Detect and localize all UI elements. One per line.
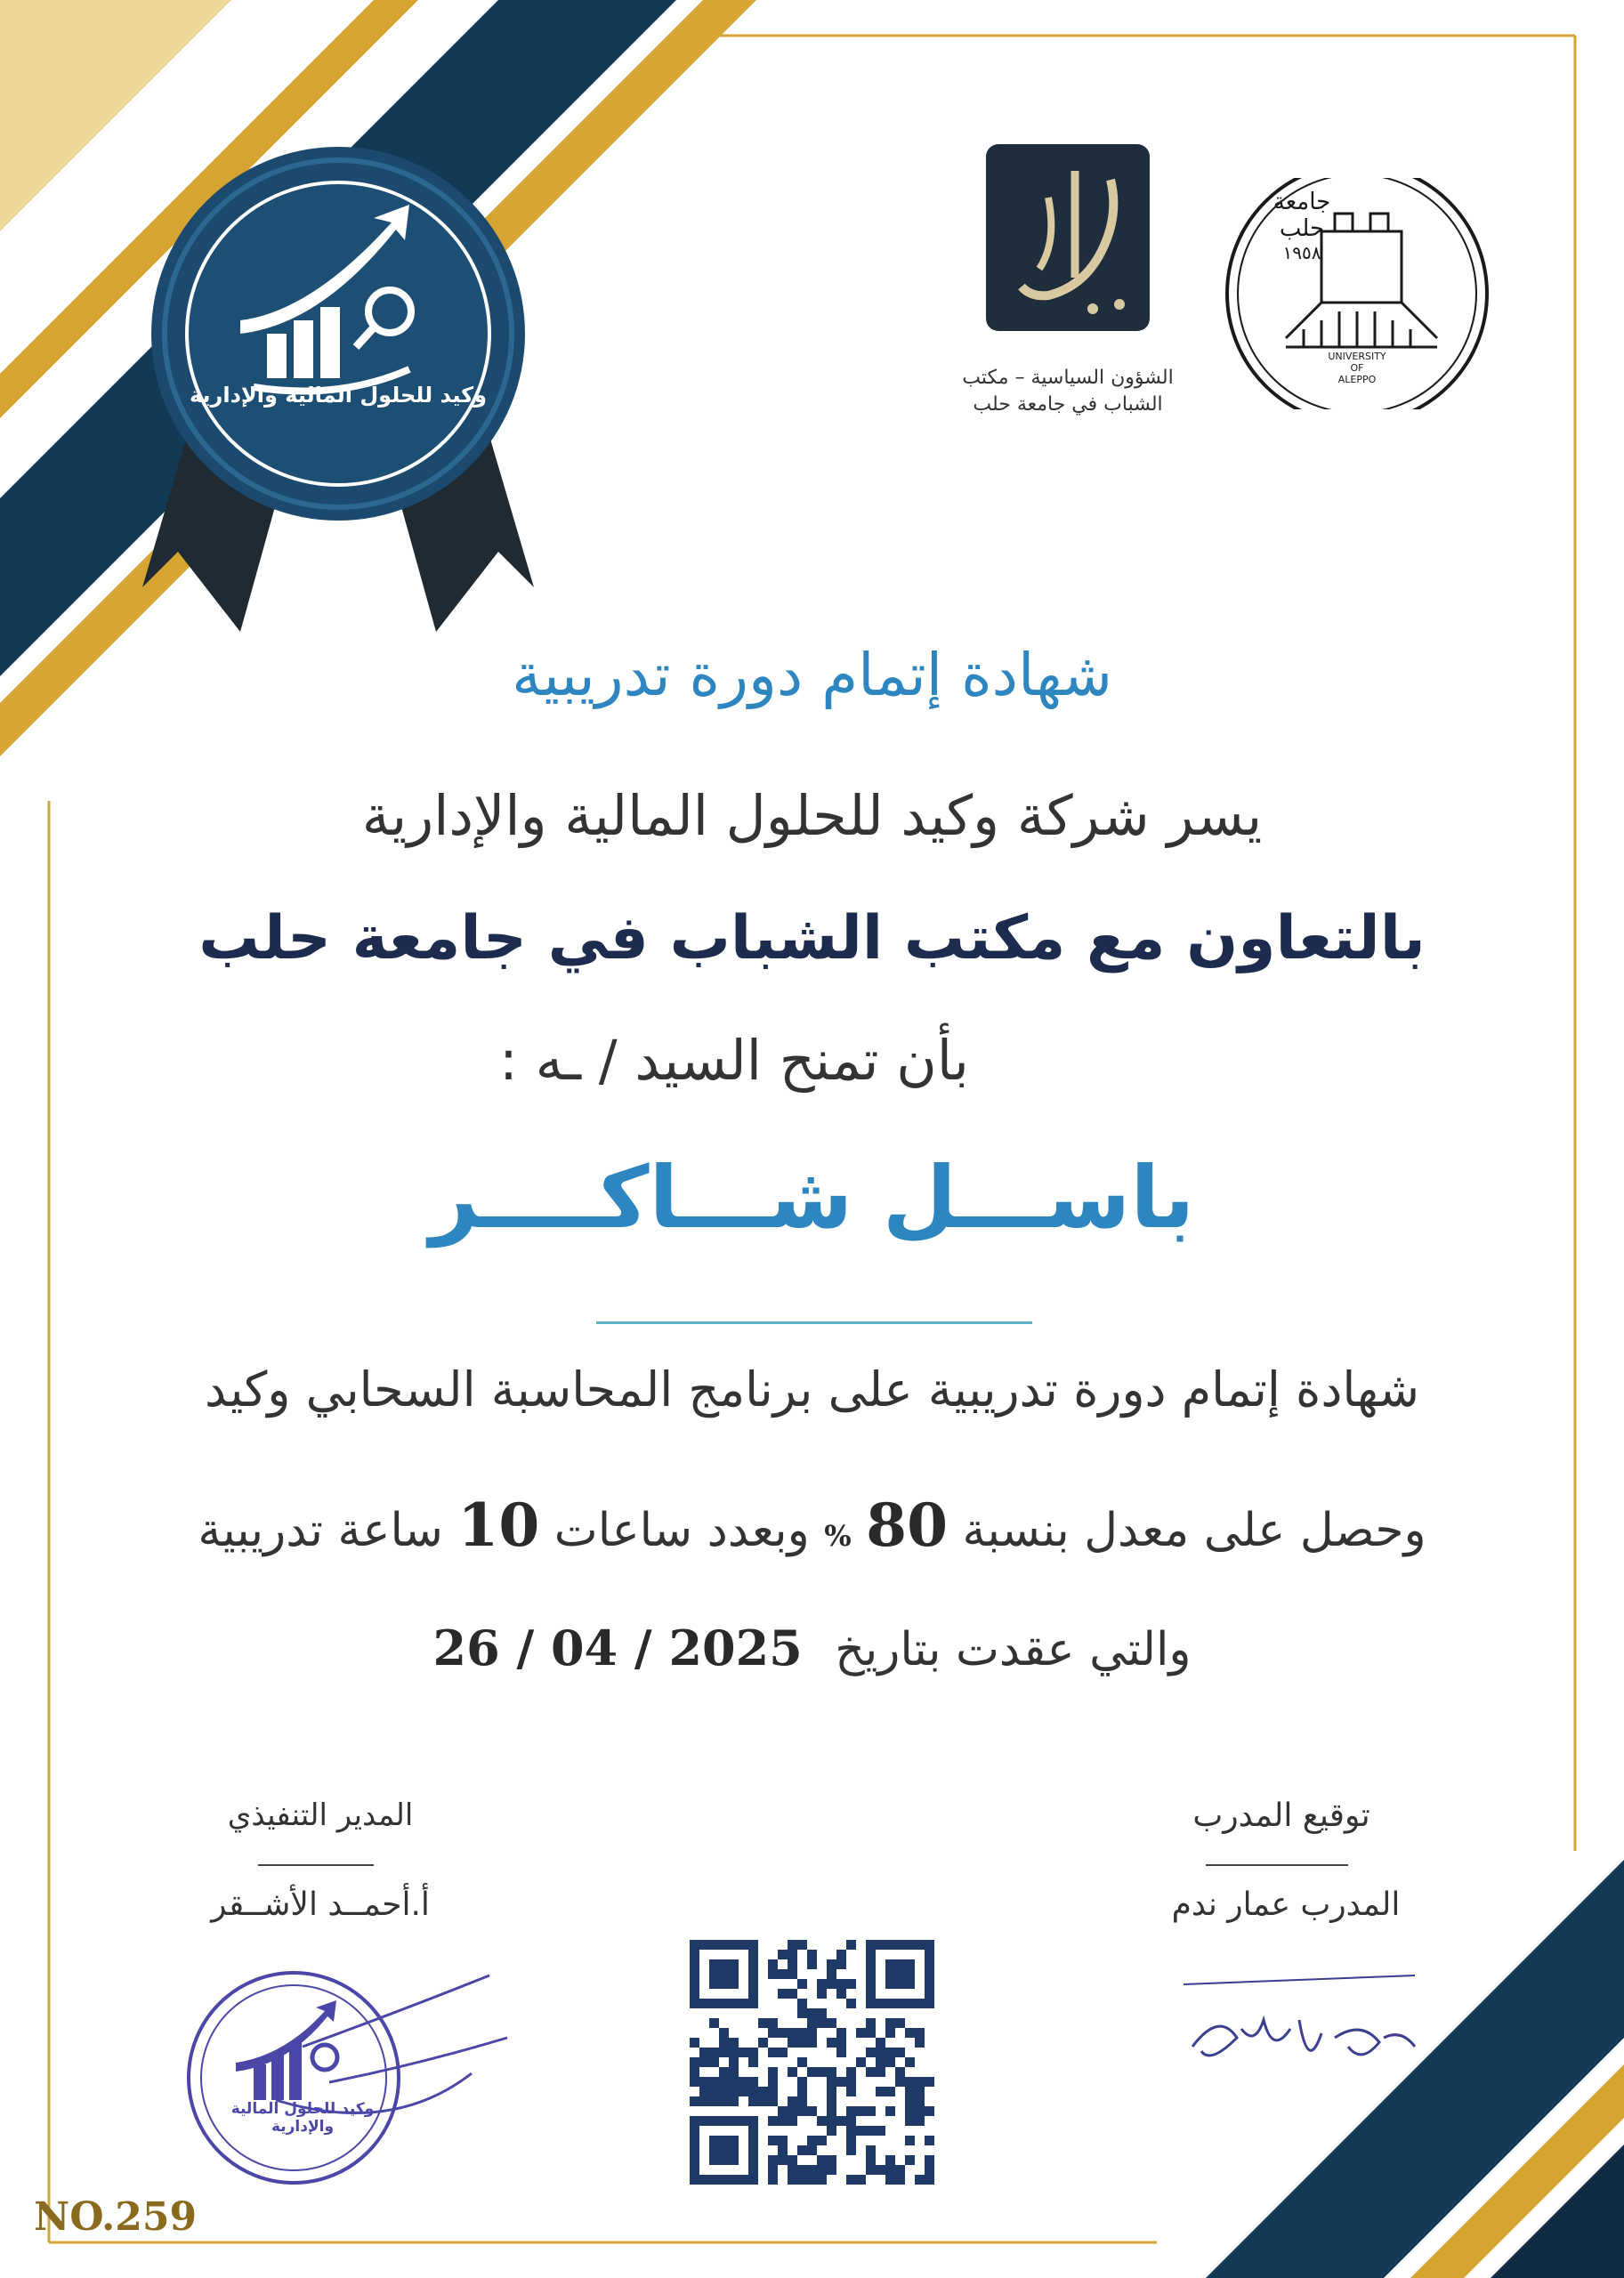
course-date: 26 / 04 / 2025 <box>432 1620 803 1676</box>
seal-label: وكيد للحلول المالية والإدارية <box>189 383 488 408</box>
university-english-line1: UNIVERSITY <box>1328 351 1386 362</box>
partnership-statement: بالتعاون مع مكتب الشباب في جامعة حلب <box>198 903 1426 973</box>
percent-sign: % <box>824 1519 852 1553</box>
trainer-signature <box>1157 1967 1442 2100</box>
company-stamp <box>169 1958 525 2198</box>
university-logo <box>1224 178 1491 409</box>
university-english-line2: OF <box>1350 362 1364 374</box>
grade-prefix: وحصل على معدل بنسبة <box>962 1504 1426 1557</box>
youth-office-caption-line1: الشؤون السياسية – مكتب <box>962 367 1174 389</box>
youth-office-caption-line2: الشباب في جامعة حلب <box>973 393 1163 416</box>
director-title: المدير التنفيذي <box>227 1797 414 1833</box>
university-arabic-city: حلب <box>1279 215 1325 242</box>
stamp-text: وكيد للحلول المالية والإدارية <box>230 2100 375 2136</box>
serial-number: NO.259 <box>34 2194 198 2240</box>
name-divider <box>596 1321 1032 1324</box>
trainer-signature-line <box>1206 1864 1348 1866</box>
hours-value: 10 <box>457 1490 540 1560</box>
grade-hours-line <box>0 1490 1624 1560</box>
date-prefix: والتي عقدت بتاريخ <box>835 1623 1192 1676</box>
youth-office-logo <box>986 144 1150 331</box>
hours-suffix: ساعة تدريبية <box>198 1504 443 1557</box>
calligraphy-icon <box>986 144 1150 331</box>
recipient-name: باســـل شـــاكــــر <box>429 1148 1195 1248</box>
hours-prefix: وبعدد ساعات <box>553 1504 810 1557</box>
university-english-line3: ALEPPO <box>1337 374 1377 385</box>
university-arabic-name: جامعة <box>1273 189 1331 215</box>
qr-code[interactable] <box>690 1940 934 2185</box>
date-line <box>0 1620 1624 1676</box>
stamp-chart-icon <box>236 2000 337 2100</box>
trainer-name: المدرب عمار ندم <box>1171 1886 1401 1923</box>
company-statement: يسر شركة وكيد للحلول المالية والإدارية <box>361 783 1263 848</box>
university-year: ١٩٥٨ <box>1282 242 1321 263</box>
university-english-name <box>1295 351 1419 385</box>
course-description: شهادة إتمام دورة تدريبية على برنامج المحاسبة السحابي وكيد <box>205 1361 1419 1418</box>
percent-value: 80 <box>866 1490 949 1560</box>
trainer-title: توقيع المدرب <box>1192 1797 1370 1834</box>
certificate-title: شهادة إتمام دورة تدريبية <box>512 641 1112 709</box>
grant-statement: بأن تمنح السيد / ـه : <box>499 1028 969 1093</box>
director-signature-line <box>258 1864 374 1866</box>
director-name: أ.أحمــد الأشــقر <box>211 1886 430 1923</box>
youth-office-caption <box>925 365 1210 418</box>
